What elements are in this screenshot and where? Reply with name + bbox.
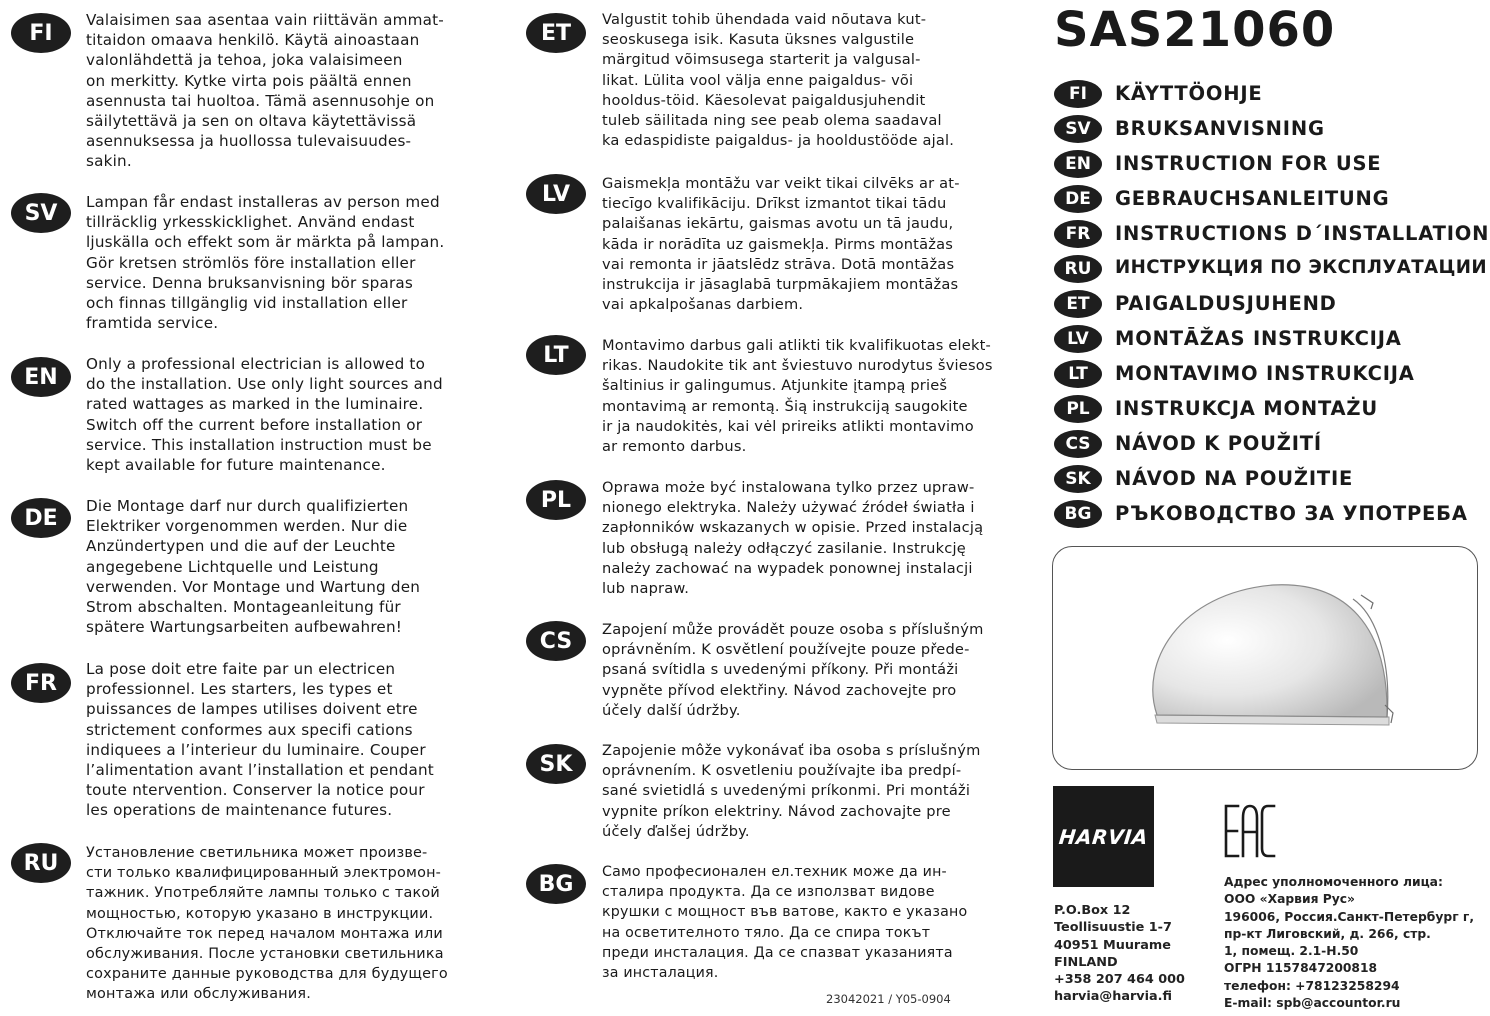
text-line: likat. Lülita vool välja enne paigaldus- või [602,71,914,89]
paragraph-pl [602,478,983,599]
text-line: sakin. [86,152,132,171]
text-line: och finnas tillgänglig vid installation eller [86,294,408,313]
paragraph-de [86,496,420,637]
language-label: GEBRAUCHSANLEITUNG [1115,187,1390,210]
lang-badge: SK [1054,465,1102,493]
lang-badge: BG [1054,500,1102,528]
text-line: мощностью, которую указано в инструкции. [86,905,434,922]
address-line: Адрес уполномоченного лица: [1224,875,1443,889]
text-line: spätere Wartungsarbeiten aufbewahren! [86,618,403,637]
text-line: lub napraw. [602,580,690,598]
manufacturer-address [1054,902,1185,1006]
text-line: do the installation. Use only light sources and [86,375,443,394]
text-line: šaltinius ir galingumus. Atjunkite įtampą prieš [602,377,948,395]
lang-badge: DE [1054,185,1102,213]
text-line: kept available for future maintenance. [86,456,386,475]
text-line: oprávnením. K osvetleniu používajte iba predpí- [602,762,962,780]
text-line: service. Denna bruksanvisning bör sparas [86,273,414,292]
text-line: les operations de maintenance futures. [86,801,393,820]
lang-badge-lv: LV [526,174,586,214]
address-line: Teollisuustie 1-7 [1054,920,1172,936]
text-line: тажник. Употребляйте лампы только с такой [86,885,440,902]
text-line: ar remonto darbus. [602,438,747,456]
lang-badge-de: DE [11,498,71,538]
text-line: verwenden. Vor Montage und Wartung den [86,577,421,596]
text-line: vypněte přívod elektřiny. Návod zachovejte pro [602,681,957,699]
paragraph-sv [86,192,444,333]
text-line: rated wattages as marked in the luminaire. [86,395,424,414]
text-line: Установление светильника может произве- [86,845,428,861]
text-line: účely další údržby. [602,701,741,719]
text-line: angegebene Lichtquelle und Leistung [86,557,379,576]
paragraph-sk [602,741,981,842]
text-line: asennuksessa ja huollossa tulevaisuudes- [86,132,412,151]
address-line: +358 207 464 000 [1054,972,1185,988]
text-line: toute ntervention. Conserver la notice pour [86,781,425,800]
language-label: NÁVOD NA POUŽITIE [1115,467,1354,490]
text-line: La pose doit etre faite par un electricen [86,660,396,678]
paragraph-en [86,354,443,475]
text-line: instrukcija ir jāsaglabā turpmākajiem montāžas [602,276,959,294]
text-line: seoskusega isik. Kasuta üksnes valgustile [602,31,915,49]
paragraph-lv [602,174,960,315]
lang-badge: PL [1054,395,1102,423]
text-line: titaidon omaava henkilö. Käytä ainoastaan [86,31,420,50]
text-line: säilytettävä ja sen on oltava käytettävissä [86,112,417,131]
authorized-representative-address [1224,874,1474,1012]
text-line: rikas. Naudokite tik ant šviestuvo nurodytus šviesos [602,357,993,375]
harvia-logo [1053,786,1154,887]
text-line: сталира продукта. Да се използват видове [602,884,935,901]
text-line: Zapojenie môže vykonávať iba osoba s príslušným [602,742,981,759]
lang-badge: ET [1054,290,1102,318]
text-line: należy zachować na wypadek ponownej instalacji [602,559,973,577]
lang-badge-en: EN [11,357,71,397]
text-line: framtida service. [86,314,219,333]
paragraph-lt [602,336,993,457]
language-label: PAIGALDUSJUHEND [1115,292,1337,315]
lang-badge-cs: CS [526,621,586,661]
text-line: ljuskälla och effekt som är märkta på lampan. [86,233,445,252]
text-line: Gaismekļa montāžu var veikt tikai cilvēks ar at- [602,175,960,192]
paragraph-et [602,10,954,151]
lang-badge: SV [1054,115,1102,143]
text-line: asennusta tai huoltoa. Tämä asennusohje on [86,91,435,110]
language-label: MONTĀŽAS INSTRUKCIJA [1115,327,1402,350]
paragraph-ru [86,843,448,1005]
lang-badge: EN [1054,150,1102,178]
address-line: 196006, Россия.Санкт-Петербург г, [1224,909,1475,924]
lang-badge-sv: SV [11,193,71,233]
eac-certification-mark [1224,804,1276,858]
address-line: 40951 Muurame [1054,937,1171,953]
text-line: Switch off the current before installation or [86,415,423,434]
text-line: крушки с мощност във ватове, както е указано [602,904,968,921]
text-line: märgitud võimsusega starterit ja valgusal- [602,51,921,69]
text-line: Lampan får endast installeras av person med [86,193,440,211]
product-image-frame [1052,546,1478,770]
text-line: сти только квалифицированный электромон- [86,865,442,882]
text-line: обслуживания. После установки светильника [86,946,444,963]
language-label: KÄYTTÖOHJE [1115,82,1263,105]
text-line: vypnite príkon elektriny. Návod zachovajte pre [602,802,951,820]
lang-badge: LV [1054,325,1102,353]
text-line: lub obsługą należy odłączyć zasilanie. Instrukcję [602,539,966,557]
text-line: psaná svítidla s uvedenými příkony. Při montáži [602,661,959,679]
language-label: NÁVOD K POUŽITÍ [1115,432,1322,455]
lang-badge-fr: FR [11,663,71,703]
logo-text: HARVIA [1057,824,1150,849]
language-label: BRUKSANVISNING [1115,117,1325,140]
text-line: zapłonników wskazanych w opisie. Przed instalacją [602,519,984,537]
text-line: на осветителното тяло. Да се спира токът [602,924,931,941]
lang-badge-bg: BG [526,864,586,904]
text-line: on merkitty. Kytke virta pois päältä ennen [86,71,412,90]
text-line: монтажа или обслуживания. [86,986,312,1003]
lang-badge-lt: LT [526,335,586,375]
text-line: kāda ir norādīta uz gaismekļa. Pirms montāžas [602,235,954,253]
text-line: oprávněním. K osvětlení používejte pouze přede- [602,641,970,659]
lang-badge: RU [1054,255,1102,283]
text-line: vai apkalpošanas darbiem. [602,296,804,314]
language-label: INSTRUCTION FOR USE [1115,152,1382,175]
address-line: P.O.Box 12 [1054,903,1131,918]
language-label: РЪКОВОДСТВО ЗА УПОТРЕБА [1115,502,1468,525]
text-line: palaišanas iekārtu, gaismas avotu un tā jaudu, [602,215,954,233]
text-line: Anzündertypen und die auf der Leuchte [86,537,396,556]
lang-badge: FR [1054,220,1102,248]
paragraph-fi [86,10,444,172]
text-line: indiquees a l’interieur du luminaire. Couper [86,740,426,759]
text-line: Strom abschalten. Montageanleitung für [86,598,401,617]
document-id: 23042021 / Y05-0904 [826,992,951,1006]
text-line: ka edaspidiste paigaldus- ja hooldustööde ajal. [602,132,955,150]
text-line: vai remonta ir jāatslēdz strāva. Dotā montāžas [602,255,955,273]
address-line: FINLAND [1054,954,1118,970]
language-label: MONTAVIMO INSTRUKCIJA [1115,362,1415,385]
text-line: valonlähdettä ja tehoa, joka valaisimeen [86,51,403,70]
text-line: puissances de lampes utilises doivent etre [86,700,418,719]
paragraph-fr [86,659,434,821]
paragraph-bg [602,862,967,983]
address-line: ОГРН 1157847200818 [1224,961,1378,976]
address-line: пр-кт Лиговский, д. 266, стр. [1224,926,1431,941]
address-line: ООО «Харвия Рус» [1224,892,1356,907]
lang-badge-fi: FI [11,13,71,53]
text-line: Elektriker vorgenommen werden. Nur die [86,517,408,536]
language-label: INSTRUKCJA MONTAŻU [1115,397,1379,420]
text-line: účely ďalšej údržby. [602,822,750,840]
text-line: Само професионален ел.техник може да ин- [602,864,947,880]
language-label: ИНСТРУКЦИЯ ПО ЭКСПЛУАТАЦИИ [1115,257,1488,278]
text-line: service. This installation instruction must be [86,435,432,454]
language-label: INSTRUCTIONS D´INSTALLATION [1115,222,1490,245]
lang-badge-sk: SK [526,744,586,784]
lang-badge: CS [1054,430,1102,458]
text-line: Oprawa może być instalowana tylko przez upraw- [602,479,975,496]
address-line: телефон: +78123258294 [1224,978,1400,993]
text-line: hooldus-töid. Käesolevat paigaldusjuhendit [602,91,926,109]
text-line: tuleb säilitada ning see peab olema saadaval [602,112,942,130]
text-line: tiecīgo kvalifikāciju. Drīkst izmantot tikai tādu [602,195,947,213]
text-line: Valgustit tohib ühendada vaid nõutava kut- [602,11,927,28]
lang-badge: FI [1054,80,1102,108]
product-title: SAS21060 [1054,2,1336,58]
address-line: 1, помещ. 2.1-Н.50 [1224,944,1359,959]
text-line: Only a professional electrician is allowed to [86,355,426,373]
address-line: E-mail: spb@accountor.ru [1224,996,1401,1011]
address-line: harvia@harvia.fi [1054,989,1172,1005]
lang-badge-et: ET [526,13,586,53]
text-line: за инсталация. [602,965,719,982]
text-line: l’alimentation avant l’installation et pendant [86,761,434,780]
text-line: Montavimo darbus gali atlikti tik kvalifikuotas elekt- [602,337,992,354]
text-line: montavimą ar remontą. Šią instrukciją saugokite [602,397,968,415]
text-line: professionnel. Les starters, les types et [86,680,393,699]
lang-badge-ru: RU [11,843,71,883]
text-line: Отключайте ток перед началом монтажа или [86,925,443,942]
text-line: преди инсталация. Да се спазват указанията [602,944,953,961]
text-line: Zapojení může provádět pouze osoba s příslušným [602,621,984,638]
text-line: Valaisimen saa asentaa vain riittävän ammat- [86,11,444,29]
text-line: сохраните данные руководства для будущего [86,966,448,983]
text-line: ir ja naudokitės, kai vėl prireiks atlikti montavimo [602,417,974,435]
paragraph-cs [602,620,984,721]
text-line: tillräcklig yrkesskicklighet. Använd endast [86,213,415,232]
lamp-illustration [1053,547,1477,769]
text-line: nionego elektryka. Należy używać źródeł światła i [602,499,975,517]
text-line: sané svietidlá s uvedenými príkonmi. Pri montáži [602,782,971,800]
lang-badge: LT [1054,360,1102,388]
text-line: Die Montage darf nur durch qualifizierten [86,497,409,515]
text-line: strictement conformes aux specifi cations [86,720,413,739]
lang-badge-pl: PL [526,480,586,520]
text-line: Gör kretsen strömlös före installation eller [86,253,416,272]
